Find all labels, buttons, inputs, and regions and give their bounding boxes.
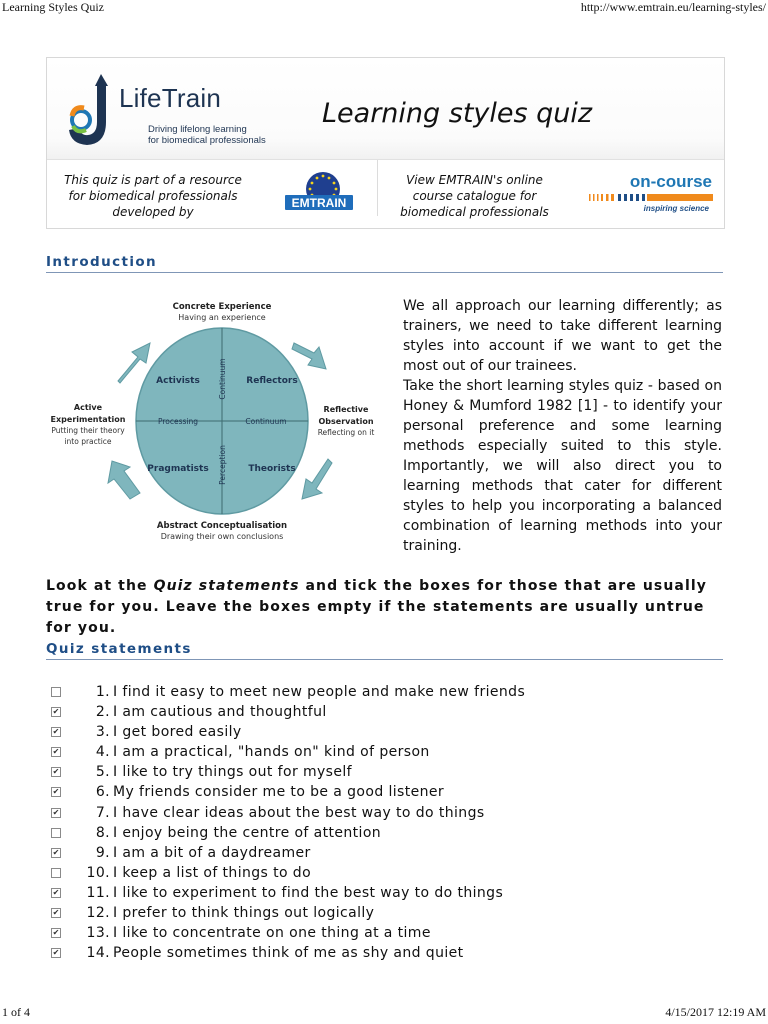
introduction-heading: Introduction (46, 254, 723, 273)
quiz-checkbox[interactable]: ✔ (52, 928, 60, 938)
quiz-item (46, 742, 726, 762)
quiz-item-text: I prefer to think things out logically (113, 905, 375, 922)
quadrant-pragmatists: Pragmatists (147, 464, 209, 474)
quiz-item-text: I get bored easily (113, 724, 242, 741)
quiz-item (46, 762, 726, 782)
quiz-item-text: People sometimes think of me as shy and quiet (113, 945, 464, 962)
quiz-item-number: 1. (95, 684, 110, 700)
diagram-left-sub-1: Putting their theory (51, 426, 125, 435)
quiz-item-number: 2. (95, 704, 110, 721)
diagram-right-sub: Reflecting on it (317, 428, 375, 437)
resource-note (47, 172, 259, 220)
quiz-checkbox[interactable]: ✔ (52, 807, 60, 817)
page-title: Learning styles quiz (322, 98, 593, 129)
quiz-item-number: 6. (95, 784, 110, 801)
introduction-paragraph-1: We all approach our learning differently; as trainers, we need to take different learning styles into account if we want to get the most out of our trainees. (403, 298, 722, 374)
quiz-item-text: I keep a list of things to do (113, 864, 312, 881)
quiz-item-number: 4. (95, 744, 110, 761)
quiz-list (46, 682, 726, 963)
quiz-item (46, 702, 726, 722)
quiz-item-text: I find it easy to meet new people and make new friends (113, 684, 526, 700)
banner-bottom (47, 160, 724, 228)
quiz-item-number: 14. (86, 945, 110, 962)
diagram-left-label-1: Active (73, 403, 103, 412)
quiz-item (46, 722, 726, 742)
print-header-url[interactable]: http://www.emtrain.eu/learning-styles/ (580, 0, 766, 14)
quiz-statements-heading: Quiz statements (46, 641, 723, 660)
quiz-checkbox[interactable]: ✔ (52, 847, 60, 857)
diagram-bottom-sub: Drawing their own conclusions (160, 532, 284, 541)
diagram-bottom-label: Abstract Conceptualisation (156, 521, 288, 531)
quiz-item (46, 923, 726, 943)
quiz-item (46, 883, 726, 903)
quiz-checkbox[interactable]: ✔ (52, 908, 60, 918)
quiz-checkbox[interactable] (51, 868, 61, 878)
axis-processing-label: Processing (157, 417, 199, 426)
catalogue-note (387, 172, 562, 220)
quiz-item (46, 903, 726, 923)
quiz-item-number: 11. (86, 884, 110, 901)
resource-line-1: This quiz is part of a resource (64, 173, 242, 187)
diagram-left-sub-2: into practice (64, 437, 112, 446)
quiz-item (46, 682, 726, 702)
quiz-item-number: 5. (95, 764, 110, 781)
learning-cycle-diagram (46, 293, 386, 547)
quiz-item (46, 863, 726, 883)
quiz-checkbox[interactable]: ✔ (52, 767, 60, 777)
oncourse-logo-text: on-course (629, 172, 712, 191)
diagram-top-sub: Having an experience (178, 313, 266, 322)
axis-perception-label: Perception (218, 445, 227, 485)
quiz-checkbox[interactable] (51, 687, 61, 697)
diagram-top-label: Concrete Experience (172, 302, 272, 312)
quiz-item-text: I am a practical, "hands on" kind of person (113, 744, 430, 761)
lifetrain-tagline-line-1: Driving lifelong learning (148, 124, 247, 135)
diagram-left-label-2: Experimentation (50, 415, 126, 424)
quiz-item-text: I am a bit of a daydreamer (113, 844, 311, 861)
instruction-part-2: and tick the boxes for those that are usually true for you. Leave the boxes empty if the statements are usually untrue for you. (46, 578, 707, 636)
quiz-item (46, 943, 726, 963)
quiz-item-text: My friends consider me to be a good listener (113, 784, 445, 801)
print-footer-page: 1 of 4 (2, 1005, 30, 1019)
axis-continuum-h-label: Continuum (245, 417, 287, 426)
lifetrain-logo-tagline (148, 124, 266, 146)
quiz-item (46, 843, 726, 863)
print-header-title: Learning Styles Quiz (2, 0, 104, 14)
instruction-emphasis: Quiz statements (153, 578, 300, 594)
quiz-item-text: I like to experiment to find the best way to do things (113, 884, 504, 901)
quiz-checkbox[interactable]: ✔ (52, 747, 60, 757)
banner-top (47, 58, 724, 160)
catalogue-line-2: course catalogue for (412, 189, 537, 203)
quiz-item-text: I have clear ideas about the best way to do things (113, 804, 485, 821)
banner (46, 57, 725, 229)
quiz-item (46, 803, 726, 823)
instruction-text (46, 576, 726, 639)
lifetrain-logo-name: LifeTrain (119, 83, 221, 113)
resource-line-3: developed by (112, 205, 194, 219)
quiz-checkbox[interactable]: ✔ (52, 887, 60, 897)
quadrant-theorists: Theorists (248, 464, 296, 474)
catalogue-line-1: View EMTRAIN's online (406, 173, 543, 187)
quiz-checkbox[interactable]: ✔ (52, 707, 60, 717)
lifetrain-tagline-line-2: for biomedical professionals (148, 135, 266, 146)
axis-continuum-v-label: Continuum (218, 358, 227, 400)
quiz-item-number: 8. (95, 824, 110, 841)
quiz-item-number: 9. (95, 844, 110, 861)
quiz-checkbox[interactable]: ✔ (52, 727, 60, 737)
emtrain-logo-text: EMTRAIN (291, 196, 347, 210)
introduction-paragraph-2: Take the short learning styles quiz - based on Honey & Mumford 1982 [1] - to identify your personal preference and some learning methods especially suited to this style. Importantly, we will also direct you to learning methods that cater for different styles to help you incorporating a balanced combination of learning methods into your training. (403, 378, 722, 554)
diagram-right-label-2: Observation (318, 417, 374, 426)
quiz-item-text: I like to try things out for myself (113, 764, 352, 781)
quiz-checkbox[interactable]: ✔ (52, 787, 60, 797)
quiz-item-number: 7. (95, 804, 110, 821)
quiz-item-text: I enjoy being the centre of attention (113, 824, 382, 841)
introduction-text (403, 296, 722, 556)
catalogue-line-3: biomedical professionals (400, 205, 549, 219)
quiz-checkbox[interactable]: ✔ (52, 948, 60, 958)
oncourse-logo-icon[interactable] (587, 168, 715, 218)
instruction-part-1: Look at the (46, 578, 154, 594)
emtrain-logo-icon[interactable] (279, 166, 359, 218)
quiz-item (46, 823, 726, 843)
quiz-item-number: 10. (86, 864, 110, 881)
quiz-item-number: 12. (86, 905, 110, 922)
arrow-up-leftb-icon (108, 461, 140, 499)
oncourse-tagline: inspiring science (643, 204, 709, 213)
print-footer-datetime: 4/15/2017 12:19 AM (665, 1005, 766, 1019)
quiz-checkbox[interactable] (51, 828, 61, 838)
resource-line-2: for biomedical professionals (68, 189, 238, 203)
quiz-item-number: 3. (95, 724, 110, 741)
quadrant-reflectors: Reflectors (246, 376, 298, 386)
diagram-right-label-1: Reflective (323, 405, 369, 414)
quadrant-activists: Activists (156, 376, 200, 386)
arrow-down-left-icon (302, 459, 332, 499)
quiz-item-text: I am cautious and thoughtful (113, 704, 327, 721)
arrow-up-left-icon (118, 343, 150, 383)
arrow-down-right-icon (292, 343, 326, 369)
quiz-item-text: I like to concentrate on one thing at a time (113, 925, 431, 942)
quiz-item (46, 782, 726, 802)
quiz-item-number: 13. (86, 925, 110, 942)
